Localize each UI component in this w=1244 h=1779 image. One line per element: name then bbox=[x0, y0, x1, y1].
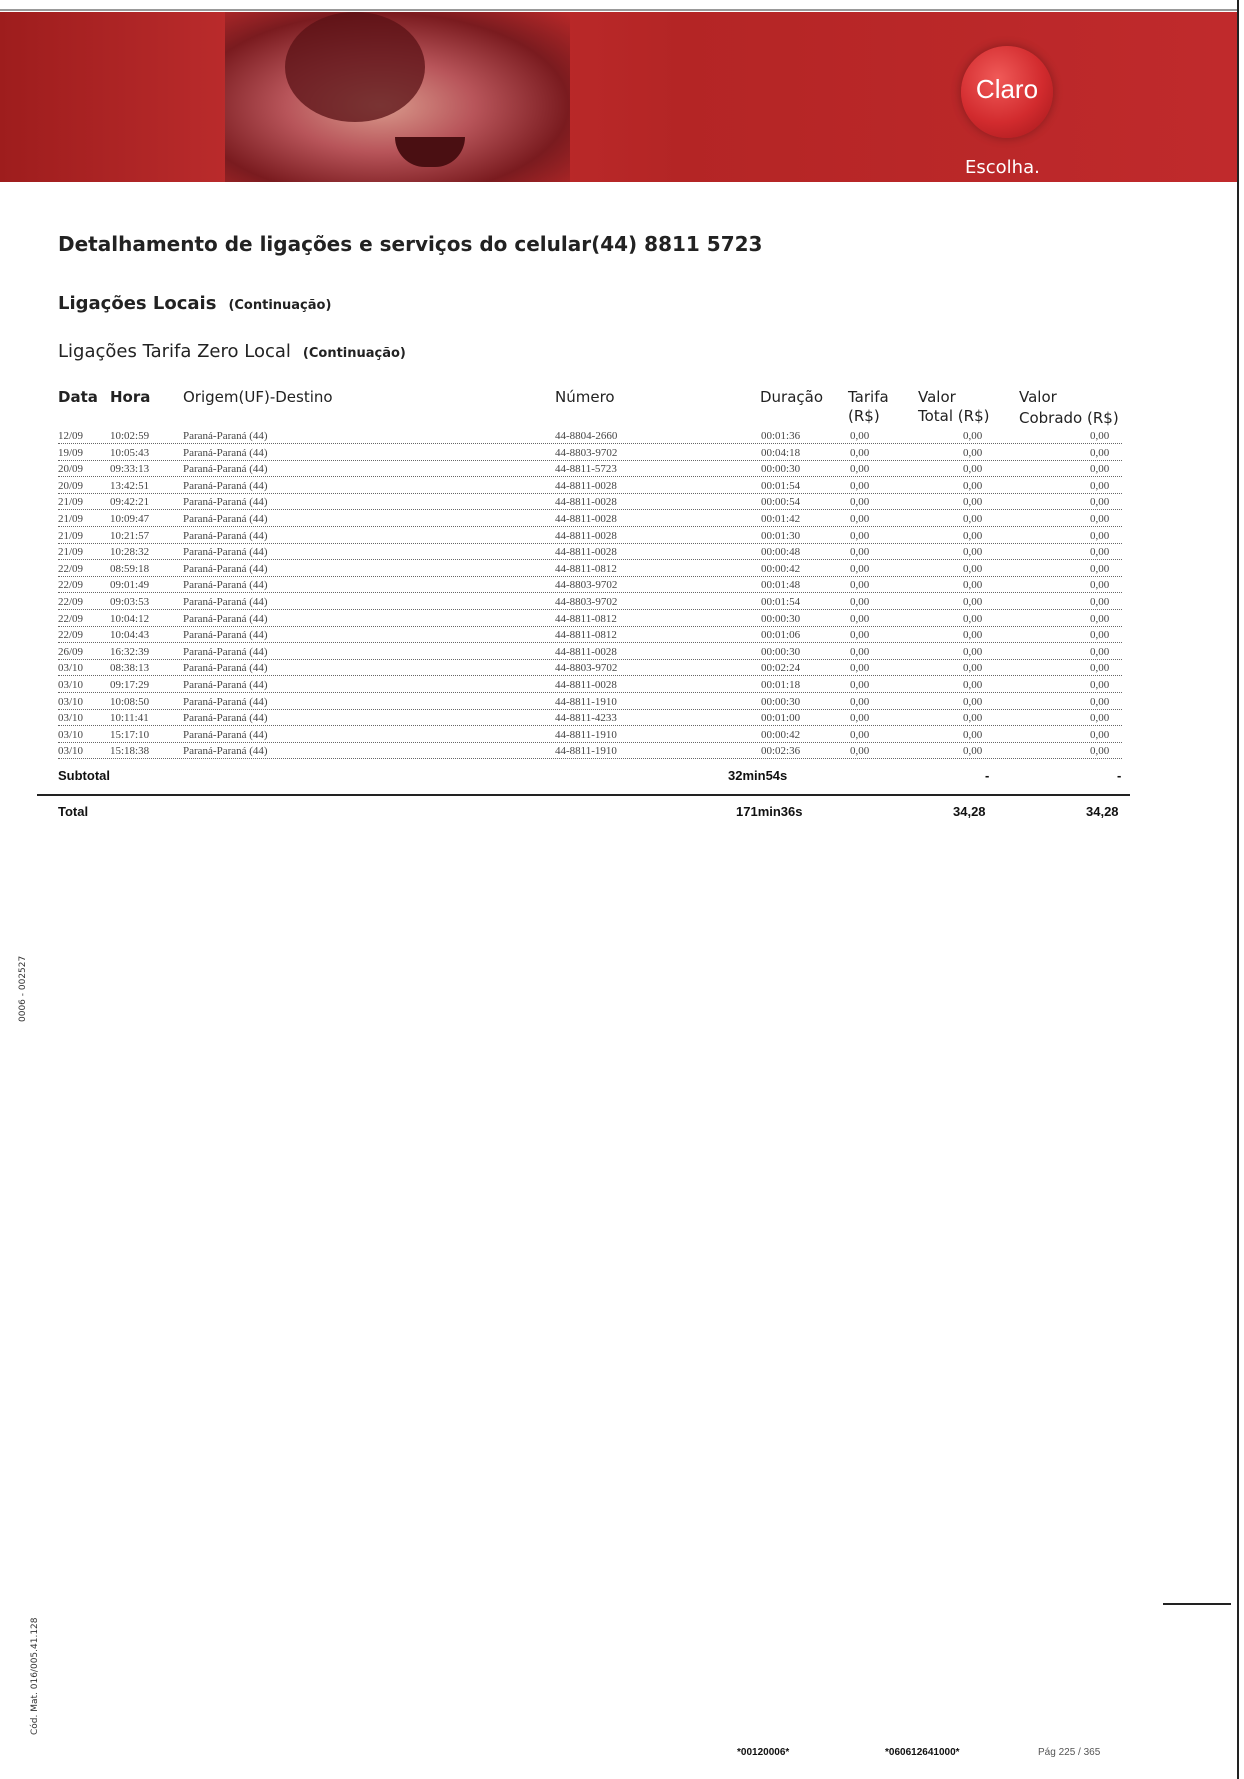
cell-valor-total: 0,00 bbox=[963, 695, 983, 708]
table-row bbox=[58, 613, 1122, 630]
table-row bbox=[58, 480, 1122, 497]
row-leader-line bbox=[58, 659, 1122, 660]
cell-hora: 10:05:43 bbox=[110, 446, 150, 459]
cell-origem: Paraná-Paraná (44) bbox=[183, 629, 268, 642]
cell-origem: Paraná-Paraná (44) bbox=[183, 679, 268, 691]
cell-origem: Paraná-Paraná (44) bbox=[183, 596, 268, 608]
cell-valor-total: 0,00 bbox=[963, 546, 983, 559]
table-row bbox=[58, 513, 1122, 530]
cell-valor-cobrado: 0,00 bbox=[1090, 579, 1110, 592]
cell-tarifa: 0,00 bbox=[850, 629, 870, 642]
total-divider bbox=[37, 794, 1130, 796]
cell-valor-total: 0,00 bbox=[963, 679, 983, 691]
row-leader-line bbox=[58, 559, 1122, 560]
cell-duracao: 00:01:54 bbox=[761, 479, 801, 492]
row-leader-line bbox=[58, 725, 1122, 726]
cell-duracao: 00:00:30 bbox=[761, 645, 801, 658]
cell-duracao: 00:00:42 bbox=[761, 728, 801, 741]
row-leader-line bbox=[58, 476, 1122, 477]
cell-duracao: 00:01:30 bbox=[761, 529, 801, 542]
cell-valor-total: 0,00 bbox=[963, 579, 983, 592]
cell-duracao: 00:01:48 bbox=[761, 579, 801, 592]
cell-hora: 10:09:47 bbox=[110, 513, 150, 525]
claro-logo bbox=[961, 46, 1053, 138]
table-row bbox=[58, 646, 1122, 663]
cell-tarifa: 0,00 bbox=[850, 612, 870, 625]
row-leader-line bbox=[58, 493, 1122, 494]
banner-photo-hair bbox=[285, 12, 425, 122]
section-title-tarifa-zero-text: Ligações Tarifa Zero Local bbox=[58, 341, 291, 362]
cell-hora: 10:08:50 bbox=[110, 695, 150, 708]
table-row bbox=[58, 563, 1122, 580]
header-hora: Hora bbox=[110, 388, 151, 406]
cell-valor-cobrado: 0,00 bbox=[1090, 612, 1110, 625]
cell-hora: 09:42:21 bbox=[110, 496, 150, 509]
header-valor-total-line2: Total (R$) bbox=[918, 407, 990, 425]
cell-origem: Paraná-Paraná (44) bbox=[183, 579, 268, 592]
cell-hora: 10:28:32 bbox=[110, 546, 150, 559]
section-title-local bbox=[58, 293, 331, 314]
cell-valor-cobrado: 0,00 bbox=[1090, 728, 1110, 741]
header-tarifa-line1: Tarifa bbox=[848, 388, 889, 406]
cell-hora: 09:03:53 bbox=[110, 596, 150, 608]
cell-duracao: 00:01:36 bbox=[761, 430, 801, 442]
cell-numero: 44-8811-0028 bbox=[555, 479, 617, 492]
cell-data: 22/09 bbox=[58, 612, 84, 625]
cell-numero: 44-8811-0028 bbox=[555, 496, 617, 509]
cell-duracao: 00:01:00 bbox=[761, 712, 801, 725]
cell-valor-total: 0,00 bbox=[963, 596, 983, 608]
row-leader-line bbox=[58, 758, 1122, 759]
cell-duracao: 00:00:48 bbox=[761, 546, 801, 559]
cell-origem: Paraná-Paraná (44) bbox=[183, 712, 268, 725]
cell-data: 26/09 bbox=[58, 645, 84, 658]
cell-duracao: 00:01:42 bbox=[761, 513, 801, 525]
side-code-top: 0006 - 002527 bbox=[18, 955, 28, 1022]
table-row bbox=[58, 430, 1122, 447]
cell-hora: 08:38:13 bbox=[110, 662, 150, 675]
row-leader-line bbox=[58, 543, 1122, 544]
row-leader-line bbox=[58, 576, 1122, 577]
cell-valor-cobrado: 0,00 bbox=[1090, 546, 1110, 559]
cell-numero: 44-8811-0028 bbox=[555, 513, 617, 525]
cell-data: 20/09 bbox=[58, 479, 84, 492]
header-banner bbox=[0, 12, 1237, 182]
cell-duracao: 00:00:30 bbox=[761, 463, 801, 476]
cell-tarifa: 0,00 bbox=[850, 430, 870, 442]
header-tarifa bbox=[848, 388, 889, 426]
table-row bbox=[58, 530, 1122, 547]
cell-valor-cobrado: 0,00 bbox=[1090, 446, 1110, 459]
page-title: Detalhamento de ligações e serviços do celular(44) 8811 5723 bbox=[58, 232, 763, 256]
cell-hora: 10:02:59 bbox=[110, 430, 150, 442]
cell-numero: 44-8811-1910 bbox=[555, 745, 617, 758]
cell-tarifa: 0,00 bbox=[850, 446, 870, 459]
cell-valor-cobrado: 0,00 bbox=[1090, 529, 1110, 542]
side-code-bottom: Cód. Mat. 016/005.41.128 bbox=[30, 1617, 40, 1735]
total-valor-cobrado: 34,28 bbox=[1086, 804, 1119, 819]
cell-valor-cobrado: 0,00 bbox=[1090, 629, 1110, 642]
cell-duracao: 00:00:54 bbox=[761, 496, 801, 509]
cell-numero: 44-8803-9702 bbox=[555, 579, 618, 592]
cell-numero: 44-8811-0028 bbox=[555, 546, 617, 559]
cell-hora: 13:42:51 bbox=[110, 479, 150, 492]
cell-origem: Paraná-Paraná (44) bbox=[183, 745, 268, 758]
cell-valor-cobrado: 0,00 bbox=[1090, 513, 1110, 525]
table-row bbox=[58, 662, 1122, 679]
row-leader-line bbox=[58, 626, 1122, 627]
cell-tarifa: 0,00 bbox=[850, 529, 870, 542]
cell-valor-total: 0,00 bbox=[963, 662, 983, 675]
cell-data: 21/09 bbox=[58, 529, 84, 542]
row-leader-line bbox=[58, 592, 1122, 593]
table-row bbox=[58, 745, 1122, 762]
header-numero: Número bbox=[555, 388, 615, 406]
cell-data: 12/09 bbox=[58, 430, 84, 442]
cell-valor-cobrado: 0,00 bbox=[1090, 712, 1110, 725]
cell-duracao: 00:01:18 bbox=[761, 679, 801, 691]
cell-valor-total: 0,00 bbox=[963, 496, 983, 509]
cell-numero: 44-8811-0812 bbox=[555, 612, 617, 625]
section-title-local-text: Ligações Locais bbox=[58, 293, 217, 314]
row-leader-line bbox=[58, 692, 1122, 693]
row-leader-line bbox=[58, 509, 1122, 510]
table-row bbox=[58, 546, 1122, 563]
cell-data: 03/10 bbox=[58, 728, 84, 741]
table-row bbox=[58, 596, 1122, 613]
cell-origem: Paraná-Paraná (44) bbox=[183, 728, 268, 741]
cell-origem: Paraná-Paraná (44) bbox=[183, 562, 268, 575]
cell-origem: Paraná-Paraná (44) bbox=[183, 529, 268, 542]
cell-numero: 44-8803-9702 bbox=[555, 446, 618, 459]
cell-valor-total: 0,00 bbox=[963, 712, 983, 725]
cell-data: 22/09 bbox=[58, 562, 84, 575]
table-row bbox=[58, 629, 1122, 646]
table-row bbox=[58, 729, 1122, 746]
cell-data: 22/09 bbox=[58, 579, 84, 592]
cell-data: 20/09 bbox=[58, 463, 84, 476]
cell-data: 19/09 bbox=[58, 446, 84, 459]
cell-valor-cobrado: 0,00 bbox=[1090, 645, 1110, 658]
cell-valor-total: 0,00 bbox=[963, 463, 983, 476]
header-valor-cobrado-line2: Cobrado (R$) bbox=[1019, 409, 1119, 427]
cell-origem: Paraná-Paraná (44) bbox=[183, 662, 268, 675]
cell-data: 03/10 bbox=[58, 745, 84, 758]
cell-hora: 09:17:29 bbox=[110, 679, 150, 691]
cell-hora: 09:01:49 bbox=[110, 579, 150, 592]
top-border bbox=[0, 9, 1239, 11]
cell-numero: 44-8811-1910 bbox=[555, 695, 617, 708]
table-row bbox=[58, 579, 1122, 596]
cell-numero: 44-8811-4233 bbox=[555, 712, 617, 725]
header-tarifa-line2: (R$) bbox=[848, 407, 880, 425]
cell-valor-total: 0,00 bbox=[963, 645, 983, 658]
cell-origem: Paraná-Paraná (44) bbox=[183, 463, 268, 476]
cell-numero: 44-8811-0812 bbox=[555, 629, 617, 642]
total-valor-total: 34,28 bbox=[953, 804, 986, 819]
subtotal-label: Subtotal bbox=[58, 768, 110, 783]
cell-valor-cobrado: 0,00 bbox=[1090, 596, 1110, 608]
cell-hora: 10:21:57 bbox=[110, 529, 150, 542]
cell-tarifa: 0,00 bbox=[850, 479, 870, 492]
cell-origem: Paraná-Paraná (44) bbox=[183, 479, 268, 492]
header-valor-cobrado-line1: Valor bbox=[1019, 388, 1057, 406]
row-leader-line bbox=[58, 443, 1122, 444]
cell-numero: 44-8811-0028 bbox=[555, 529, 617, 542]
cell-valor-total: 0,00 bbox=[963, 513, 983, 525]
cell-duracao: 00:02:36 bbox=[761, 745, 801, 758]
cell-origem: Paraná-Paraná (44) bbox=[183, 430, 268, 442]
header-data: Data bbox=[58, 388, 98, 406]
cell-tarifa: 0,00 bbox=[850, 513, 870, 525]
cell-valor-total: 0,00 bbox=[963, 479, 983, 492]
header-origem: Origem(UF)-Destino bbox=[183, 388, 333, 406]
cell-valor-total: 0,00 bbox=[963, 629, 983, 642]
right-border bbox=[1237, 0, 1239, 1779]
cell-numero: 44-8811-1910 bbox=[555, 728, 617, 741]
cell-origem: Paraná-Paraná (44) bbox=[183, 695, 268, 708]
fold-mark bbox=[1163, 1603, 1231, 1605]
cell-tarifa: 0,00 bbox=[850, 596, 870, 608]
cell-valor-total: 0,00 bbox=[963, 529, 983, 542]
cell-duracao: 00:00:30 bbox=[761, 612, 801, 625]
table-row bbox=[58, 696, 1122, 713]
subtotal-valor-cobrado: - bbox=[1117, 768, 1122, 783]
section-title-tarifa-zero bbox=[58, 341, 406, 362]
cell-valor-total: 0,00 bbox=[963, 728, 983, 741]
cell-hora: 10:11:41 bbox=[110, 712, 149, 725]
row-leader-line bbox=[58, 609, 1122, 610]
cell-valor-cobrado: 0,00 bbox=[1090, 496, 1110, 509]
section-note-tarifa-zero: (Continuação) bbox=[302, 346, 406, 361]
cell-tarifa: 0,00 bbox=[850, 562, 870, 575]
section-note-local: (Continuação) bbox=[228, 298, 332, 313]
cell-data: 21/09 bbox=[58, 496, 84, 509]
header-valor-total-line1: Valor bbox=[918, 388, 956, 406]
cell-origem: Paraná-Paraná (44) bbox=[183, 645, 268, 658]
cell-origem: Paraná-Paraná (44) bbox=[183, 546, 268, 559]
header-valor-total bbox=[918, 388, 989, 426]
cell-hora: 15:17:10 bbox=[110, 728, 150, 741]
cell-valor-total: 0,00 bbox=[963, 446, 983, 459]
total-label: Total bbox=[58, 804, 89, 819]
cell-tarifa: 0,00 bbox=[850, 679, 870, 691]
footer-code-1: *00120006* bbox=[737, 1747, 790, 1758]
cell-data: 22/09 bbox=[58, 629, 84, 642]
row-leader-line bbox=[58, 526, 1122, 527]
table-row bbox=[58, 496, 1122, 513]
cell-duracao: 00:01:06 bbox=[761, 629, 801, 642]
row-leader-line bbox=[58, 460, 1122, 461]
cell-tarifa: 0,00 bbox=[850, 645, 870, 658]
cell-tarifa: 0,00 bbox=[850, 463, 870, 476]
cell-duracao: 00:01:54 bbox=[761, 596, 801, 608]
cell-valor-cobrado: 0,00 bbox=[1090, 695, 1110, 708]
subtotal-duracao: 32min54s bbox=[728, 768, 788, 783]
slogan: Escolha. bbox=[965, 157, 1040, 178]
cell-numero: 44-8803-9702 bbox=[555, 596, 618, 608]
cell-data: 21/09 bbox=[58, 546, 84, 559]
cell-tarifa: 0,00 bbox=[850, 745, 870, 758]
table-row bbox=[58, 679, 1122, 696]
cell-numero: 44-8811-5723 bbox=[555, 463, 617, 476]
cell-data: 03/10 bbox=[58, 712, 84, 725]
cell-tarifa: 0,00 bbox=[850, 695, 870, 708]
cell-hora: 10:04:12 bbox=[110, 612, 150, 625]
cell-origem: Paraná-Paraná (44) bbox=[183, 496, 268, 509]
cell-valor-total: 0,00 bbox=[963, 612, 983, 625]
cell-valor-cobrado: 0,00 bbox=[1090, 562, 1110, 575]
cell-origem: Paraná-Paraná (44) bbox=[183, 612, 268, 625]
header-valor-cobrado bbox=[1019, 388, 1119, 428]
cell-data: 22/09 bbox=[58, 596, 84, 608]
cell-valor-total: 0,00 bbox=[963, 562, 983, 575]
cell-valor-cobrado: 0,00 bbox=[1090, 463, 1110, 476]
cell-hora: 15:18:38 bbox=[110, 745, 150, 758]
cell-duracao: 00:04:18 bbox=[761, 446, 801, 459]
cell-duracao: 00:02:24 bbox=[761, 662, 801, 675]
cell-tarifa: 0,00 bbox=[850, 579, 870, 592]
row-leader-line bbox=[58, 742, 1122, 743]
footer-page: Pág 225 / 365 bbox=[1038, 1747, 1101, 1758]
footer-code-2: *060612641000* bbox=[885, 1747, 960, 1758]
cell-origem: Paraná-Paraná (44) bbox=[183, 513, 268, 525]
cell-duracao: 00:00:42 bbox=[761, 562, 801, 575]
cell-numero: 44-8811-0028 bbox=[555, 679, 617, 691]
cell-hora: 08:59:18 bbox=[110, 562, 150, 575]
total-duracao: 171min36s bbox=[736, 804, 803, 819]
cell-data: 03/10 bbox=[58, 679, 84, 691]
cell-valor-total: 0,00 bbox=[963, 430, 983, 442]
cell-numero: 44-8811-0812 bbox=[555, 562, 617, 575]
row-leader-line bbox=[58, 675, 1122, 676]
cell-tarifa: 0,00 bbox=[850, 728, 870, 741]
cell-hora: 16:32:39 bbox=[110, 645, 150, 658]
cell-tarifa: 0,00 bbox=[850, 662, 870, 675]
cell-tarifa: 0,00 bbox=[850, 496, 870, 509]
cell-numero: 44-8803-9702 bbox=[555, 662, 618, 675]
row-leader-line bbox=[58, 709, 1122, 710]
cell-duracao: 00:00:30 bbox=[761, 695, 801, 708]
cell-valor-cobrado: 0,00 bbox=[1090, 479, 1110, 492]
cell-data: 21/09 bbox=[58, 513, 84, 525]
cell-data: 03/10 bbox=[58, 695, 84, 708]
logo-text: Claro bbox=[975, 74, 1039, 104]
cell-numero: 44-8804-2660 bbox=[555, 430, 618, 442]
cell-valor-cobrado: 0,00 bbox=[1090, 679, 1110, 691]
cell-valor-cobrado: 0,00 bbox=[1090, 745, 1110, 758]
header-duracao: Duração bbox=[760, 388, 824, 406]
table-row bbox=[58, 463, 1122, 480]
row-leader-line bbox=[58, 642, 1122, 643]
cell-valor-cobrado: 0,00 bbox=[1090, 430, 1110, 442]
cell-valor-total: 0,00 bbox=[963, 745, 983, 758]
cell-tarifa: 0,00 bbox=[850, 546, 870, 559]
table-row bbox=[58, 712, 1122, 729]
cell-hora: 09:33:13 bbox=[110, 463, 150, 476]
cell-numero: 44-8811-0028 bbox=[555, 645, 617, 658]
cell-tarifa: 0,00 bbox=[850, 712, 870, 725]
table-row bbox=[58, 447, 1122, 464]
cell-origem: Paraná-Paraná (44) bbox=[183, 446, 268, 459]
subtotal-valor-total: - bbox=[985, 768, 990, 783]
cell-data: 03/10 bbox=[58, 662, 84, 675]
cell-hora: 10:04:43 bbox=[110, 629, 150, 642]
cell-valor-cobrado: 0,00 bbox=[1090, 662, 1110, 675]
